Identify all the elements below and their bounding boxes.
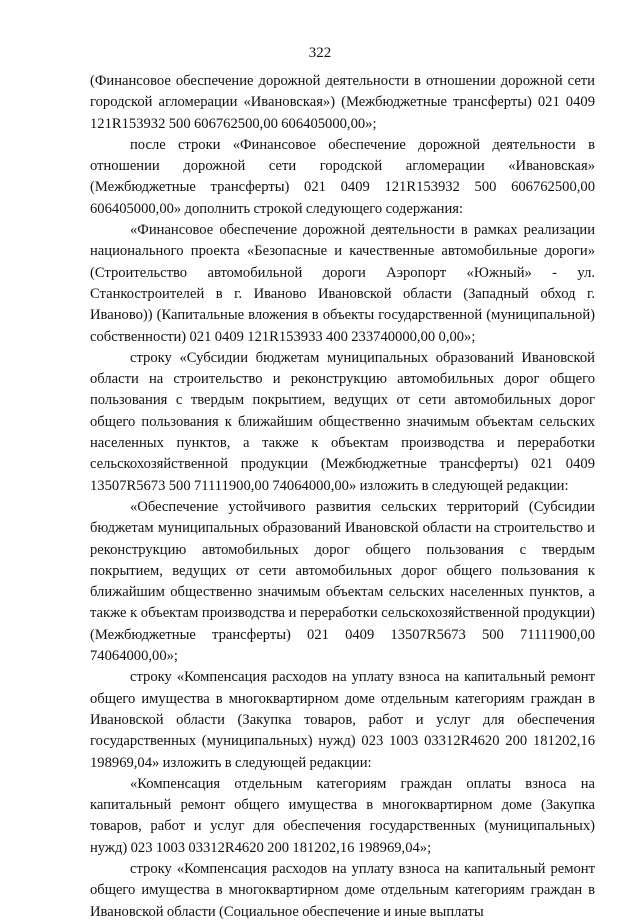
paragraph-3: «Финансовое обеспечение дорожной деятельности в рамках реализации национального проекта «Безопасные и качественные автомобильные дороги» (Строительство автомобильной дороги Аэропорт «Южный» - ул. Станкостроителей в г. Иваново Ивановской области (Западный обход г. Иваново)) (Капитальные вложения в объекты государственной (муниципальной) собственности) 021 0409 121R153933 400 233740000,00 0,00»; xyxy=(90,222,595,345)
paragraph-1: (Финансовое обеспечение дорожной деятельности в отношении дорожной сети городской агломерации «Ивановская») (Межбюджетные трансферты) 021 0409 121R153932 500 606762500,00 606405000,00»; xyxy=(90,73,595,132)
paragraph-5: «Обеспечение устойчивого развития сельских территорий (Субсидии бюджетам муниципальных образований Ивановской области на строительство и реконструкцию автомобильных дорог общего пользования с твердым покрытием, ведущих от сети автомобильных дорог общего пользования к ближайшим общественно значимым объектам сельских населенных пунктов, а также к объектам производства и переработки сельскохозяйственной продукции) (Межбюджетные трансферты) 021 0409 13507R5673 500 71111900,00 74064000,00»; xyxy=(90,498,595,665)
paragraph-7: «Компенсация отдельным категориям граждан оплаты взноса на капитальный ремонт общего имущества в многоквартирном доме (Закупка товаров, работ и услуг для обеспечения государственных (муниципальных) нужд) 023 1003 03312R4620 200 181202,16 198969,04»; xyxy=(90,775,595,856)
paragraph-4: строку «Субсидии бюджетам муниципальных образований Ивановской области на строительство и реконструкцию автомобильных дорог общего пользования с твердым покрытием, ведущих от сети автомобильных дорог общего пользования к ближайшим общественно значимым объектам сельских населенных пунктов, а также к объектам производства и переработки сельскохозяйственной продукции (Межбюджетные трансферты) 021 0409 13507R5673 500 71111900,00 74064000,00» изложить в следующей редакции: xyxy=(90,349,595,494)
paragraph-6: строку «Компенсация расходов на уплату взноса на капитальный ремонт общего имущества в многоквартирном доме отдельным категориям граждан в Ивановской области (Закупка товаров, работ и услуг для обеспечения государственных (муниципальных) нужд) 023 1003 03312R4620 200 181202,16 198969,04» изложить в следующей редакции: xyxy=(90,669,595,771)
page-number: 322 xyxy=(308,45,332,61)
paragraph-2: после строки «Финансовое обеспечение дорожной деятельности в отношении дорожной сети городской агломерации «Ивановская» (Межбюджетные трансферты) 021 0409 121R153932 500 606762500,00 606405000,00» дополнить строкой следующего содержания: xyxy=(90,136,595,217)
paragraph-8: строку «Компенсация расходов на уплату взноса на капитальный ремонт общего имущества в многоквартирном доме отдельным категориям граждан в Ивановской области (Социальное обеспечение и иные выплаты xyxy=(90,860,595,920)
document-body xyxy=(90,71,595,923)
